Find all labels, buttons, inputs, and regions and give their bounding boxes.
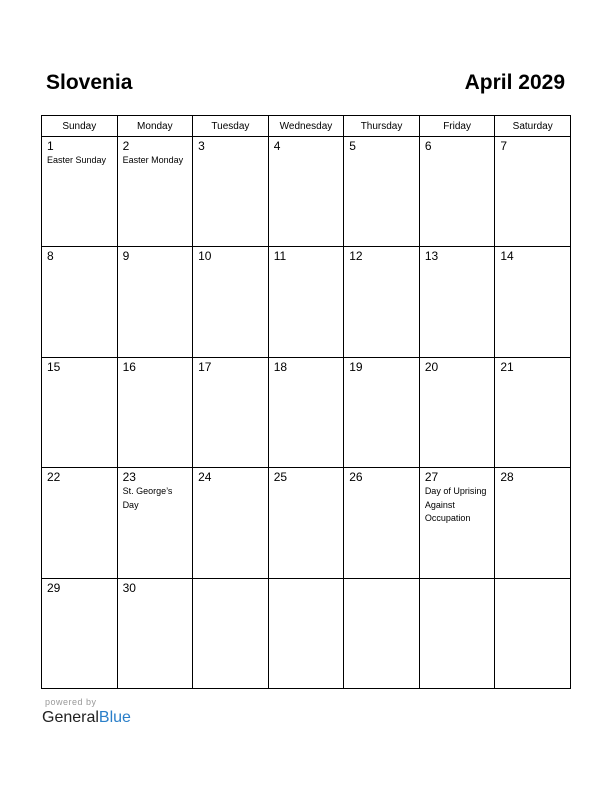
day-cell (268, 578, 344, 688)
day-number: 20 (424, 359, 439, 374)
day-cell (193, 247, 269, 357)
day-number: 19 (349, 359, 363, 374)
day-number: 1 (47, 139, 54, 153)
day-number: 23 (122, 470, 136, 485)
day-number: 26 (349, 470, 363, 485)
day-number: 7 (500, 139, 508, 153)
day-number: 4 (273, 139, 281, 153)
day-cell (42, 468, 118, 578)
day-number: 16 (122, 359, 136, 374)
weekday-monday: Monday (117, 116, 193, 137)
day-cell (268, 468, 344, 578)
logo-text-blue: Blue (98, 709, 131, 726)
day-number: 22 (47, 470, 61, 485)
week-row (42, 578, 571, 688)
day-number: 29 (47, 580, 61, 595)
day-cell (344, 137, 420, 247)
holiday-label: Day of Uprising Against Occupation (424, 486, 487, 524)
day-number: 13 (424, 249, 439, 264)
day-number: 17 (198, 359, 212, 374)
day-number: 5 (349, 139, 356, 153)
day-cell (42, 137, 118, 247)
day-number: 27 (424, 470, 439, 485)
day-cell (495, 247, 571, 357)
day-number: 21 (500, 359, 514, 374)
day-cell (117, 357, 193, 467)
day-number: 12 (349, 249, 363, 264)
day-cell (344, 247, 420, 357)
day-number: 28 (500, 470, 514, 485)
week-row (42, 357, 571, 467)
day-number: 10 (198, 249, 212, 264)
holiday-label: St. George’s Day (122, 486, 173, 510)
day-number: 9 (122, 249, 130, 264)
day-cell (268, 247, 344, 357)
day-number: 2 (122, 139, 130, 153)
weekday-thursday: Thursday (344, 116, 420, 137)
day-cell (193, 357, 269, 467)
day-cell (344, 578, 420, 688)
weekday-tuesday: Tuesday (193, 116, 269, 137)
day-cell (117, 247, 193, 357)
day-number: 14 (500, 249, 514, 264)
day-number: 30 (122, 580, 136, 595)
day-cell (193, 578, 269, 688)
week-row (42, 468, 571, 578)
month-year-title: April 2029 (464, 71, 565, 94)
day-number: 6 (424, 139, 432, 153)
day-cell (344, 468, 420, 578)
day-cell (419, 468, 495, 578)
week-row (42, 137, 571, 247)
holiday-label: Easter Sunday (47, 155, 107, 165)
day-cell (495, 468, 571, 578)
day-cell (419, 357, 495, 467)
week-row (42, 247, 571, 357)
country-title: Slovenia (46, 71, 133, 94)
day-cell (268, 357, 344, 467)
day-cell (495, 578, 571, 688)
day-cell (344, 357, 420, 467)
weekday-header-row (42, 116, 571, 137)
day-cell (419, 247, 495, 357)
day-number: 25 (273, 470, 288, 485)
weekday-saturday: Saturday (495, 116, 571, 137)
holiday-label: Easter Monday (122, 155, 184, 165)
day-number: 11 (273, 249, 287, 264)
day-cell (268, 137, 344, 247)
day-number: 18 (273, 359, 288, 374)
weekday-sunday: Sunday (42, 116, 118, 137)
day-cell (193, 468, 269, 578)
day-cell (419, 578, 495, 688)
day-cell (117, 468, 193, 578)
day-cell (495, 357, 571, 467)
day-cell (193, 137, 269, 247)
day-number: 24 (198, 470, 212, 485)
day-cell (495, 137, 571, 247)
day-cell (42, 247, 118, 357)
weekday-wednesday: Wednesday (268, 116, 344, 137)
day-number: 3 (198, 139, 205, 153)
day-cell (419, 137, 495, 247)
powered-by-label: powered by (45, 697, 97, 707)
day-cell (42, 578, 118, 688)
weekday-friday: Friday (419, 116, 495, 137)
day-number: 15 (47, 359, 61, 374)
day-cell (117, 578, 193, 688)
day-number: 8 (47, 249, 54, 264)
day-cell (42, 357, 118, 467)
generalblue-logo[interactable] (42, 709, 131, 727)
day-cell (117, 137, 193, 247)
logo-text-general: General (42, 709, 99, 726)
calendar-grid (41, 115, 571, 689)
